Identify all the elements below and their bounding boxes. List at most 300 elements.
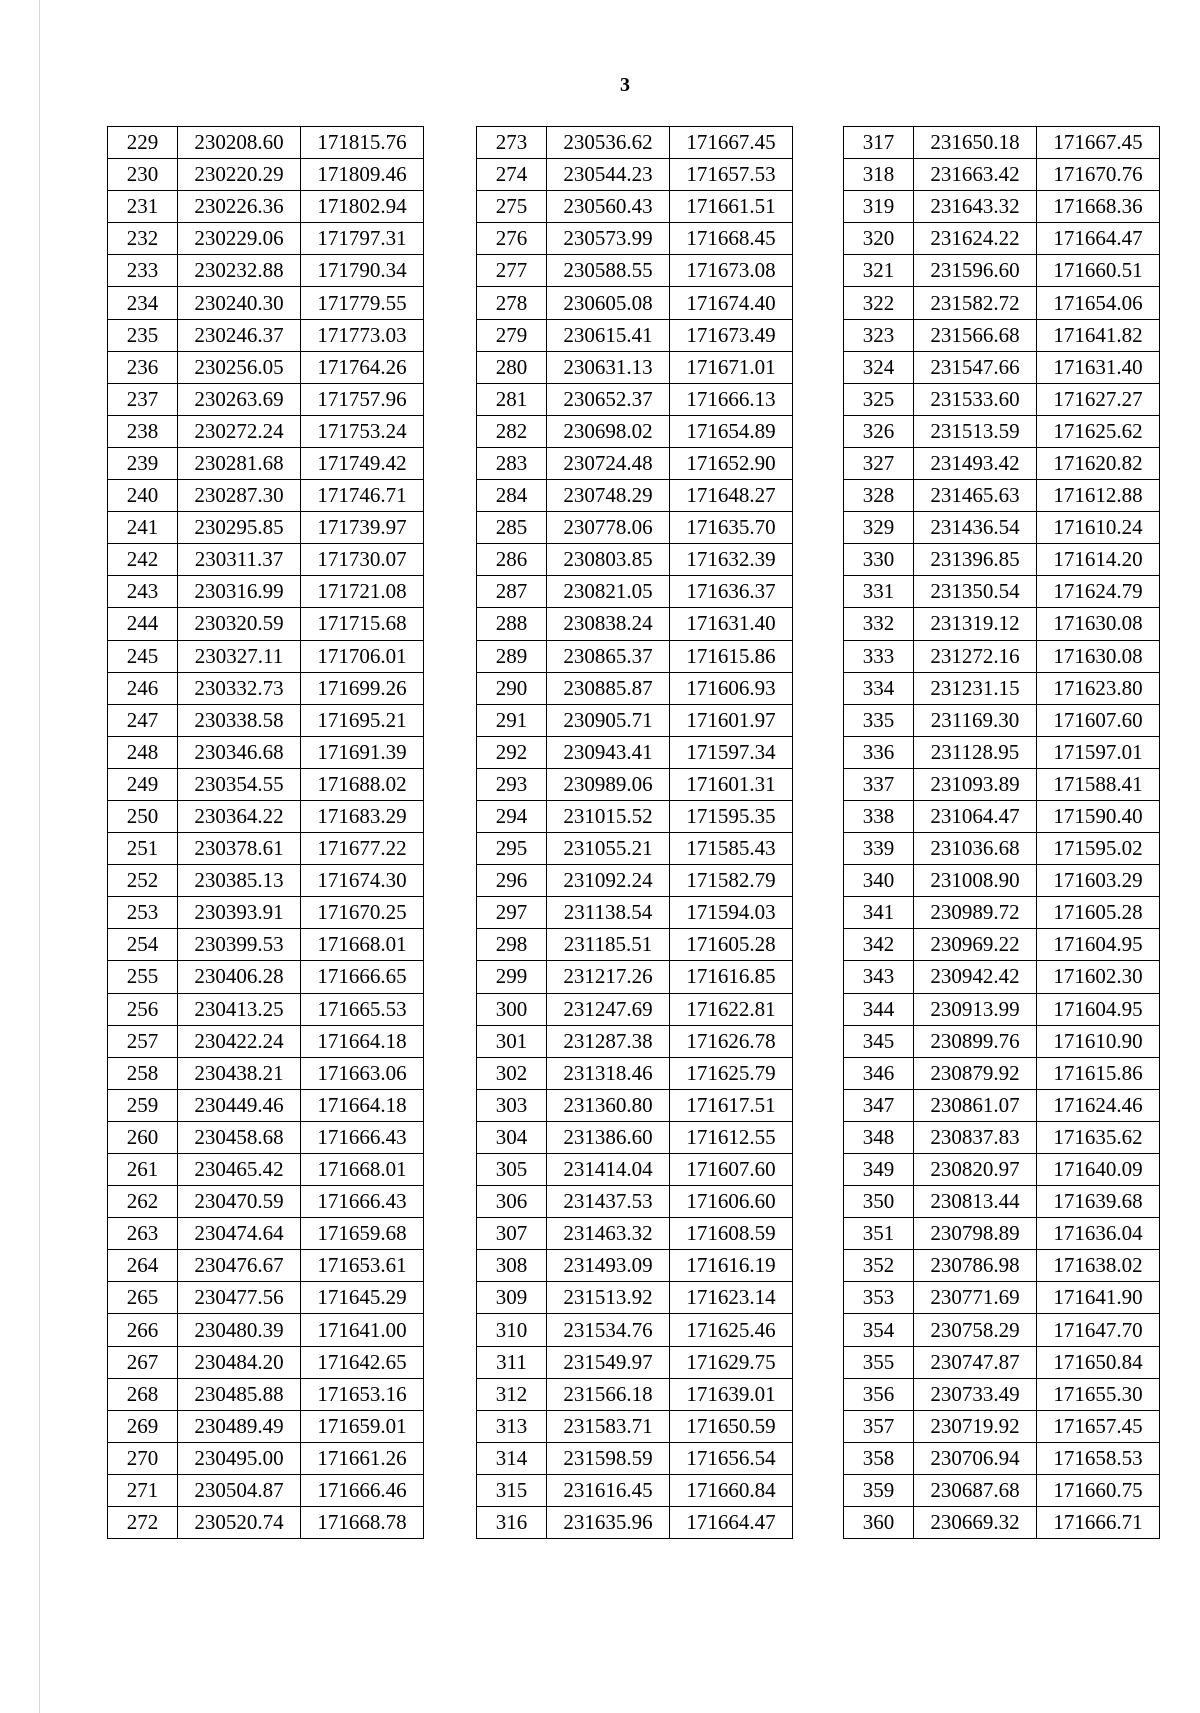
point-number-cell: 343	[844, 961, 914, 993]
point-number-cell: 257	[108, 1025, 178, 1057]
x-coordinate-cell: 230771.69	[914, 1282, 1037, 1314]
x-coordinate-cell: 231533.60	[914, 383, 1037, 415]
table-row	[844, 800, 1160, 832]
x-coordinate-cell: 230287.30	[178, 480, 301, 512]
table-row	[477, 1025, 793, 1057]
table-row	[477, 1314, 793, 1346]
x-coordinate-cell: 230208.60	[178, 127, 301, 159]
table-row	[477, 544, 793, 576]
table-row	[108, 800, 424, 832]
point-number-cell: 302	[477, 1057, 547, 1089]
table-row	[844, 576, 1160, 608]
x-coordinate-cell: 231493.09	[547, 1250, 670, 1282]
table-row	[844, 1025, 1160, 1057]
point-number-cell: 260	[108, 1121, 178, 1153]
point-number-cell: 299	[477, 961, 547, 993]
x-coordinate-cell: 230879.92	[914, 1057, 1037, 1089]
table-row	[477, 576, 793, 608]
point-number-cell: 326	[844, 415, 914, 447]
y-coordinate-cell: 171666.46	[301, 1474, 424, 1506]
y-coordinate-cell: 171657.45	[1037, 1410, 1160, 1442]
coordinates-table-2	[476, 126, 793, 1539]
x-coordinate-cell: 230865.37	[547, 640, 670, 672]
x-coordinate-cell: 231185.51	[547, 929, 670, 961]
y-coordinate-cell: 171661.26	[301, 1442, 424, 1474]
x-coordinate-cell: 230969.22	[914, 929, 1037, 961]
y-coordinate-cell: 171635.70	[670, 512, 793, 544]
point-number-cell: 286	[477, 544, 547, 576]
coordinates-table-1	[107, 126, 424, 1539]
y-coordinate-cell: 171809.46	[301, 159, 424, 191]
table-row	[108, 1025, 424, 1057]
point-number-cell: 254	[108, 929, 178, 961]
table-row	[108, 159, 424, 191]
x-coordinate-cell: 230327.11	[178, 640, 301, 672]
x-coordinate-cell: 230719.92	[914, 1410, 1037, 1442]
point-number-cell: 246	[108, 672, 178, 704]
y-coordinate-cell: 171635.62	[1037, 1121, 1160, 1153]
table-row	[477, 1121, 793, 1153]
x-coordinate-cell: 230449.46	[178, 1089, 301, 1121]
point-number-cell: 331	[844, 576, 914, 608]
point-number-cell: 307	[477, 1218, 547, 1250]
y-coordinate-cell: 171602.30	[1037, 961, 1160, 993]
point-number-cell: 251	[108, 833, 178, 865]
y-coordinate-cell: 171604.95	[1037, 993, 1160, 1025]
x-coordinate-cell: 231534.76	[547, 1314, 670, 1346]
point-number-cell: 248	[108, 736, 178, 768]
table-row	[108, 1442, 424, 1474]
point-number-cell: 271	[108, 1474, 178, 1506]
y-coordinate-cell: 171594.03	[670, 897, 793, 929]
y-coordinate-cell: 171659.01	[301, 1410, 424, 1442]
y-coordinate-cell: 171658.53	[1037, 1442, 1160, 1474]
y-coordinate-cell: 171753.24	[301, 415, 424, 447]
x-coordinate-cell: 230422.24	[178, 1025, 301, 1057]
x-coordinate-cell: 231582.72	[914, 287, 1037, 319]
table-row	[477, 768, 793, 800]
point-number-cell: 341	[844, 897, 914, 929]
x-coordinate-cell: 230240.30	[178, 287, 301, 319]
table-row	[844, 127, 1160, 159]
table-row	[108, 704, 424, 736]
y-coordinate-cell: 171671.01	[670, 351, 793, 383]
y-coordinate-cell: 171612.55	[670, 1121, 793, 1153]
y-coordinate-cell: 171617.51	[670, 1089, 793, 1121]
x-coordinate-cell: 230942.42	[914, 961, 1037, 993]
table-row	[844, 1410, 1160, 1442]
table-row	[844, 1314, 1160, 1346]
x-coordinate-cell: 230470.59	[178, 1186, 301, 1218]
table-row	[844, 223, 1160, 255]
x-coordinate-cell: 230474.64	[178, 1218, 301, 1250]
x-coordinate-cell: 231650.18	[914, 127, 1037, 159]
table-row	[477, 480, 793, 512]
x-coordinate-cell: 231360.80	[547, 1089, 670, 1121]
table-row	[844, 1186, 1160, 1218]
y-coordinate-cell: 171614.20	[1037, 544, 1160, 576]
point-number-cell: 229	[108, 127, 178, 159]
y-coordinate-cell: 171666.13	[670, 383, 793, 415]
table-row	[108, 993, 424, 1025]
y-coordinate-cell: 171630.08	[1037, 640, 1160, 672]
point-number-cell: 311	[477, 1346, 547, 1378]
table-row	[108, 287, 424, 319]
x-coordinate-cell: 231513.92	[547, 1282, 670, 1314]
point-number-cell: 337	[844, 768, 914, 800]
table-row	[477, 961, 793, 993]
point-number-cell: 353	[844, 1282, 914, 1314]
x-coordinate-cell: 230484.20	[178, 1346, 301, 1378]
x-coordinate-cell: 230316.99	[178, 576, 301, 608]
y-coordinate-cell: 171636.04	[1037, 1218, 1160, 1250]
x-coordinate-cell: 230311.37	[178, 544, 301, 576]
x-coordinate-cell: 231583.71	[547, 1410, 670, 1442]
point-number-cell: 269	[108, 1410, 178, 1442]
point-number-cell: 351	[844, 1218, 914, 1250]
y-coordinate-cell: 171730.07	[301, 544, 424, 576]
point-number-cell: 242	[108, 544, 178, 576]
point-number-cell: 296	[477, 865, 547, 897]
y-coordinate-cell: 171615.86	[670, 640, 793, 672]
y-coordinate-cell: 171655.30	[1037, 1378, 1160, 1410]
y-coordinate-cell: 171667.45	[670, 127, 793, 159]
y-coordinate-cell: 171624.46	[1037, 1089, 1160, 1121]
point-number-cell: 322	[844, 287, 914, 319]
point-number-cell: 277	[477, 255, 547, 287]
x-coordinate-cell: 230338.58	[178, 704, 301, 736]
y-coordinate-cell: 171790.34	[301, 255, 424, 287]
x-coordinate-cell: 230821.05	[547, 576, 670, 608]
x-coordinate-cell: 231064.47	[914, 800, 1037, 832]
table-row	[477, 608, 793, 640]
x-coordinate-cell: 231319.12	[914, 608, 1037, 640]
y-coordinate-cell: 171615.86	[1037, 1057, 1160, 1089]
point-number-cell: 355	[844, 1346, 914, 1378]
y-coordinate-cell: 171691.39	[301, 736, 424, 768]
point-number-cell: 313	[477, 1410, 547, 1442]
coordinates-table-3	[843, 126, 1160, 1539]
point-number-cell: 324	[844, 351, 914, 383]
point-number-cell: 340	[844, 865, 914, 897]
point-number-cell: 356	[844, 1378, 914, 1410]
x-coordinate-cell: 231465.63	[914, 480, 1037, 512]
table-row	[844, 865, 1160, 897]
y-coordinate-cell: 171670.76	[1037, 159, 1160, 191]
table-row	[844, 1442, 1160, 1474]
table-row	[844, 736, 1160, 768]
table-row	[108, 544, 424, 576]
x-coordinate-cell: 230332.73	[178, 672, 301, 704]
y-coordinate-cell: 171631.40	[670, 608, 793, 640]
table-row	[108, 608, 424, 640]
point-number-cell: 317	[844, 127, 914, 159]
x-coordinate-cell: 231093.89	[914, 768, 1037, 800]
point-number-cell: 318	[844, 159, 914, 191]
x-coordinate-cell: 230413.25	[178, 993, 301, 1025]
table-row	[844, 768, 1160, 800]
table-row	[844, 993, 1160, 1025]
y-coordinate-cell: 171648.27	[670, 480, 793, 512]
point-number-cell: 305	[477, 1154, 547, 1186]
table-row	[844, 383, 1160, 415]
table-row	[477, 1218, 793, 1250]
point-number-cell: 303	[477, 1089, 547, 1121]
table-row	[477, 1282, 793, 1314]
x-coordinate-cell: 230489.49	[178, 1410, 301, 1442]
y-coordinate-cell: 171757.96	[301, 383, 424, 415]
x-coordinate-cell: 230485.88	[178, 1378, 301, 1410]
x-coordinate-cell: 230220.29	[178, 159, 301, 191]
y-coordinate-cell: 171610.24	[1037, 512, 1160, 544]
table-row	[844, 1282, 1160, 1314]
y-coordinate-cell: 171623.80	[1037, 672, 1160, 704]
y-coordinate-cell: 171620.82	[1037, 447, 1160, 479]
y-coordinate-cell: 171664.47	[670, 1507, 793, 1539]
y-coordinate-cell: 171666.71	[1037, 1507, 1160, 1539]
x-coordinate-cell: 230899.76	[914, 1025, 1037, 1057]
x-coordinate-cell: 230520.74	[178, 1507, 301, 1539]
x-coordinate-cell: 231055.21	[547, 833, 670, 865]
table-row	[477, 1378, 793, 1410]
table-row	[844, 1218, 1160, 1250]
x-coordinate-cell: 230724.48	[547, 447, 670, 479]
x-coordinate-cell: 230905.71	[547, 704, 670, 736]
y-coordinate-cell: 171779.55	[301, 287, 424, 319]
y-coordinate-cell: 171641.00	[301, 1314, 424, 1346]
y-coordinate-cell: 171616.19	[670, 1250, 793, 1282]
table-row	[108, 1186, 424, 1218]
y-coordinate-cell: 171607.60	[1037, 704, 1160, 736]
point-number-cell: 349	[844, 1154, 914, 1186]
x-coordinate-cell: 231169.30	[914, 704, 1037, 736]
x-coordinate-cell: 230458.68	[178, 1121, 301, 1153]
table-row	[477, 1154, 793, 1186]
point-number-cell: 354	[844, 1314, 914, 1346]
x-coordinate-cell: 230393.91	[178, 897, 301, 929]
x-coordinate-cell: 230536.62	[547, 127, 670, 159]
point-number-cell: 332	[844, 608, 914, 640]
table-row	[844, 1378, 1160, 1410]
point-number-cell: 276	[477, 223, 547, 255]
y-coordinate-cell: 171601.97	[670, 704, 793, 736]
y-coordinate-cell: 171666.43	[301, 1186, 424, 1218]
y-coordinate-cell: 171739.97	[301, 512, 424, 544]
x-coordinate-cell: 230560.43	[547, 191, 670, 223]
y-coordinate-cell: 171797.31	[301, 223, 424, 255]
y-coordinate-cell: 171639.68	[1037, 1186, 1160, 1218]
table-row	[108, 768, 424, 800]
table-row	[108, 447, 424, 479]
point-number-cell: 291	[477, 704, 547, 736]
x-coordinate-cell: 231138.54	[547, 897, 670, 929]
x-coordinate-cell: 231643.32	[914, 191, 1037, 223]
table-row	[844, 833, 1160, 865]
point-number-cell: 245	[108, 640, 178, 672]
x-coordinate-cell: 230631.13	[547, 351, 670, 383]
point-number-cell: 357	[844, 1410, 914, 1442]
point-number-cell: 234	[108, 287, 178, 319]
table-row	[844, 1121, 1160, 1153]
point-number-cell: 230	[108, 159, 178, 191]
table-row	[844, 191, 1160, 223]
x-coordinate-cell: 230346.68	[178, 736, 301, 768]
point-number-cell: 330	[844, 544, 914, 576]
point-number-cell: 344	[844, 993, 914, 1025]
table-row	[477, 833, 793, 865]
point-number-cell: 298	[477, 929, 547, 961]
x-coordinate-cell: 231463.32	[547, 1218, 670, 1250]
point-number-cell: 247	[108, 704, 178, 736]
x-coordinate-cell: 230364.22	[178, 800, 301, 832]
point-number-cell: 231	[108, 191, 178, 223]
table-row	[844, 1089, 1160, 1121]
x-coordinate-cell: 231493.42	[914, 447, 1037, 479]
x-coordinate-cell: 230477.56	[178, 1282, 301, 1314]
point-number-cell: 350	[844, 1186, 914, 1218]
point-number-cell: 238	[108, 415, 178, 447]
y-coordinate-cell: 171773.03	[301, 319, 424, 351]
point-number-cell: 309	[477, 1282, 547, 1314]
y-coordinate-cell: 171645.29	[301, 1282, 424, 1314]
y-coordinate-cell: 171721.08	[301, 576, 424, 608]
table-row	[108, 833, 424, 865]
x-coordinate-cell: 230480.39	[178, 1314, 301, 1346]
y-coordinate-cell: 171688.02	[301, 768, 424, 800]
y-coordinate-cell: 171607.60	[670, 1154, 793, 1186]
point-number-cell: 321	[844, 255, 914, 287]
point-number-cell: 279	[477, 319, 547, 351]
x-coordinate-cell: 230438.21	[178, 1057, 301, 1089]
table-row	[108, 1474, 424, 1506]
x-coordinate-cell: 230813.44	[914, 1186, 1037, 1218]
x-coordinate-cell: 231616.45	[547, 1474, 670, 1506]
table-row	[477, 287, 793, 319]
y-coordinate-cell: 171663.06	[301, 1057, 424, 1089]
y-coordinate-cell: 171654.06	[1037, 287, 1160, 319]
x-coordinate-cell: 230272.24	[178, 415, 301, 447]
x-coordinate-cell: 231287.38	[547, 1025, 670, 1057]
table-row	[477, 1057, 793, 1089]
table-row	[108, 383, 424, 415]
table-row	[844, 1057, 1160, 1089]
x-coordinate-cell: 231624.22	[914, 223, 1037, 255]
x-coordinate-cell: 230861.07	[914, 1089, 1037, 1121]
x-coordinate-cell: 230798.89	[914, 1218, 1037, 1250]
point-number-cell: 272	[108, 1507, 178, 1539]
table-row	[477, 993, 793, 1025]
x-coordinate-cell: 230733.49	[914, 1378, 1037, 1410]
x-coordinate-cell: 230476.67	[178, 1250, 301, 1282]
table-row	[844, 1507, 1160, 1539]
x-coordinate-cell: 230748.29	[547, 480, 670, 512]
point-number-cell: 253	[108, 897, 178, 929]
table-row	[477, 512, 793, 544]
point-number-cell: 282	[477, 415, 547, 447]
table-row	[844, 159, 1160, 191]
table-row	[477, 1250, 793, 1282]
y-coordinate-cell: 171659.68	[301, 1218, 424, 1250]
table-row	[844, 1474, 1160, 1506]
point-number-cell: 360	[844, 1507, 914, 1539]
point-number-cell: 267	[108, 1346, 178, 1378]
y-coordinate-cell: 171604.95	[1037, 929, 1160, 961]
y-coordinate-cell: 171625.79	[670, 1057, 793, 1089]
point-number-cell: 237	[108, 383, 178, 415]
point-number-cell: 300	[477, 993, 547, 1025]
x-coordinate-cell: 230263.69	[178, 383, 301, 415]
x-coordinate-cell: 230378.61	[178, 833, 301, 865]
y-coordinate-cell: 171630.08	[1037, 608, 1160, 640]
x-coordinate-cell: 231396.85	[914, 544, 1037, 576]
table-row	[108, 1378, 424, 1410]
x-coordinate-cell: 231598.59	[547, 1442, 670, 1474]
point-number-cell: 263	[108, 1218, 178, 1250]
table-row	[844, 1250, 1160, 1282]
y-coordinate-cell: 171629.75	[670, 1346, 793, 1378]
x-coordinate-cell: 230226.36	[178, 191, 301, 223]
x-coordinate-cell: 230406.28	[178, 961, 301, 993]
y-coordinate-cell: 171641.82	[1037, 319, 1160, 351]
point-number-cell: 280	[477, 351, 547, 383]
y-coordinate-cell: 171605.28	[670, 929, 793, 961]
point-number-cell: 275	[477, 191, 547, 223]
table-row	[477, 897, 793, 929]
y-coordinate-cell: 171660.51	[1037, 255, 1160, 287]
x-coordinate-cell: 230504.87	[178, 1474, 301, 1506]
table-row	[477, 672, 793, 704]
y-coordinate-cell: 171673.08	[670, 255, 793, 287]
table-row	[108, 897, 424, 929]
y-coordinate-cell: 171590.40	[1037, 800, 1160, 832]
y-coordinate-cell: 171667.45	[1037, 127, 1160, 159]
y-coordinate-cell: 171601.31	[670, 768, 793, 800]
y-coordinate-cell: 171668.01	[301, 1154, 424, 1186]
x-coordinate-cell: 230838.24	[547, 608, 670, 640]
table-row	[477, 319, 793, 351]
point-number-cell: 323	[844, 319, 914, 351]
y-coordinate-cell: 171606.60	[670, 1186, 793, 1218]
point-number-cell: 333	[844, 640, 914, 672]
point-number-cell: 235	[108, 319, 178, 351]
y-coordinate-cell: 171625.46	[670, 1314, 793, 1346]
y-coordinate-cell: 171657.53	[670, 159, 793, 191]
x-coordinate-cell: 230652.37	[547, 383, 670, 415]
point-number-cell: 285	[477, 512, 547, 544]
x-coordinate-cell: 230989.72	[914, 897, 1037, 929]
y-coordinate-cell: 171683.29	[301, 800, 424, 832]
y-coordinate-cell: 171674.40	[670, 287, 793, 319]
point-number-cell: 262	[108, 1186, 178, 1218]
point-number-cell: 236	[108, 351, 178, 383]
point-number-cell: 232	[108, 223, 178, 255]
x-coordinate-cell: 231596.60	[914, 255, 1037, 287]
y-coordinate-cell: 171664.18	[301, 1089, 424, 1121]
x-coordinate-cell: 230295.85	[178, 512, 301, 544]
table-row	[477, 800, 793, 832]
y-coordinate-cell: 171603.29	[1037, 865, 1160, 897]
y-coordinate-cell: 171660.75	[1037, 1474, 1160, 1506]
point-number-cell: 259	[108, 1089, 178, 1121]
y-coordinate-cell: 171597.34	[670, 736, 793, 768]
table-row	[108, 480, 424, 512]
y-coordinate-cell: 171668.78	[301, 1507, 424, 1539]
y-coordinate-cell: 171664.47	[1037, 223, 1160, 255]
x-coordinate-cell: 230281.68	[178, 447, 301, 479]
table-row	[844, 351, 1160, 383]
table-row	[477, 736, 793, 768]
x-coordinate-cell: 231247.69	[547, 993, 670, 1025]
